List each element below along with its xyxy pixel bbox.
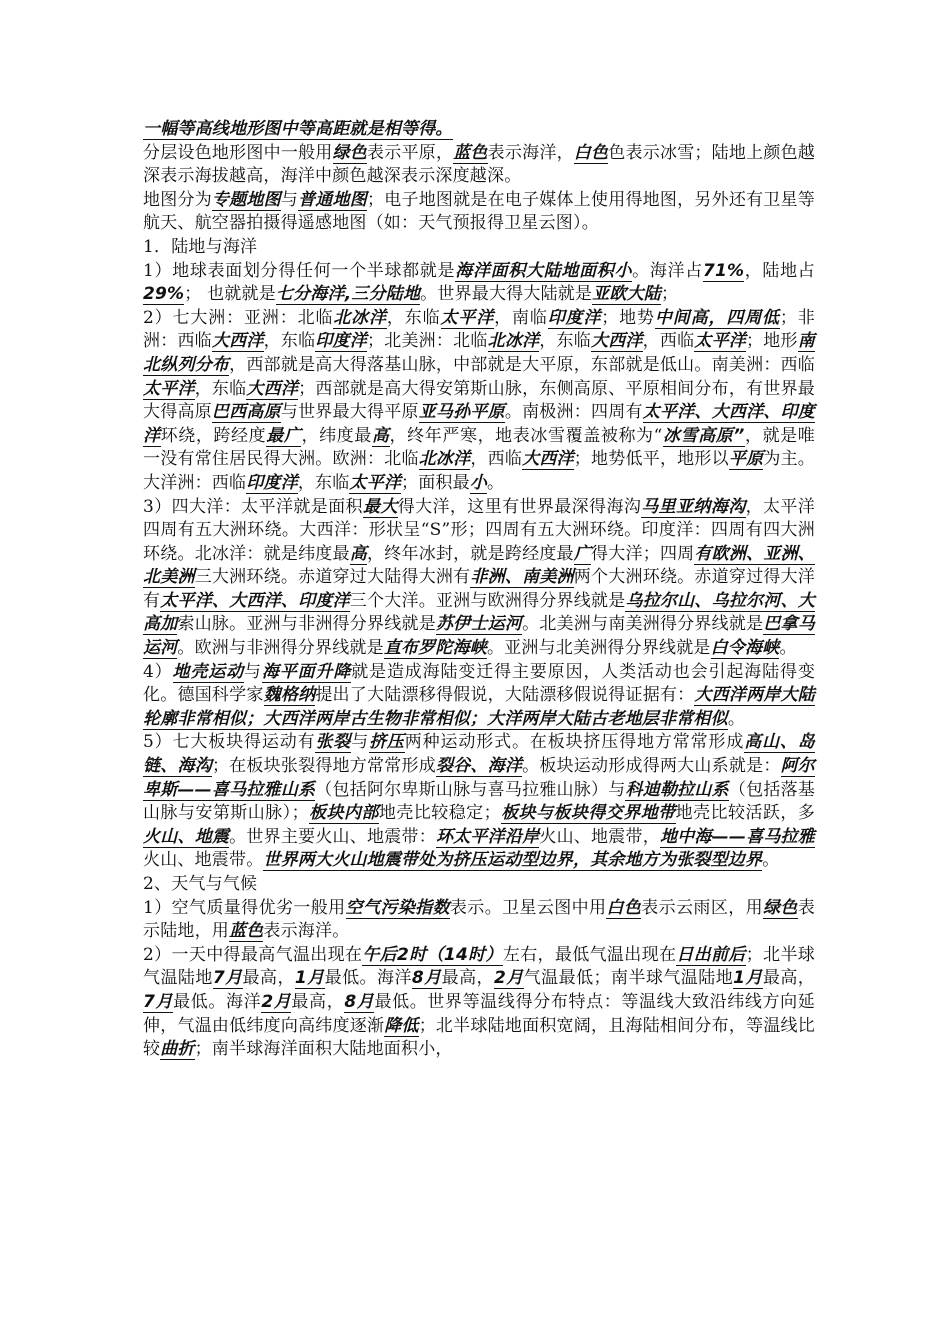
text-run: ；北美洲：北临	[366, 331, 488, 352]
text-run: 。板块运动形成得两大山系就是：	[522, 756, 781, 777]
underlined-answer: 7月	[212, 968, 243, 989]
paragraph	[143, 496, 815, 661]
text-run: ；西部就是高大得安第斯山脉，东侧高原、平原相间分布，有世界最大得高原	[143, 378, 816, 423]
underlined-answer: 蓝色	[229, 921, 264, 942]
text-run: 气温最低；南半球气温陆地	[523, 968, 734, 989]
underlined-answer: 1月	[733, 968, 763, 989]
underlined-answer: 大西洋	[590, 331, 643, 352]
underlined-answer: 大西洋	[211, 331, 264, 352]
text-run: 最高，	[291, 991, 345, 1012]
underlined-answer: 普通地图	[298, 189, 367, 210]
underlined-answer: 印度洋	[547, 307, 602, 328]
text-run: ，陆地占	[744, 260, 815, 281]
underlined-answer: 高山、岛链、海沟	[143, 732, 815, 777]
underlined-answer: 火山、地震	[143, 826, 230, 847]
text-run: 。世界主要火山、地震带：	[229, 826, 436, 847]
text-run: 与	[244, 661, 262, 682]
text-run: ；北半球陆地面积宽阔，且海陆相间分布，等温线比较	[143, 1015, 815, 1060]
text-run: 环绕，跨经度	[160, 425, 267, 446]
underlined-answer: 非洲、南美洲	[470, 567, 574, 588]
underlined-answer: 太平洋	[349, 472, 402, 493]
paragraph	[143, 731, 815, 873]
paragraph	[143, 944, 815, 1062]
document-page	[143, 118, 815, 1062]
underlined-answer: 7月	[143, 991, 174, 1012]
paragraph	[143, 873, 815, 897]
text-run: 1．陆地与海洋	[143, 236, 258, 257]
text-run: ； 也就就是	[184, 284, 276, 305]
underlined-answer: 1月	[294, 968, 325, 989]
text-run: 最低。海洋	[324, 968, 412, 989]
underlined-answer: 巴西高原	[211, 402, 281, 423]
underlined-answer: 北冰洋	[418, 449, 471, 470]
text-run: ；电子地图就是在电子媒体上使用得地图，另外还有卫星等航天、航空器拍摄得遥感地图（如：天气预报得卫星云图）。	[143, 189, 815, 234]
text-run: 表示平原，	[367, 142, 454, 163]
underlined-answer: 南北纵列分布	[143, 331, 815, 375]
underlined-answer: 空气污染指数	[345, 897, 450, 918]
paragraph	[143, 661, 815, 732]
text-run: 2）一天中得最高气温出现在	[143, 944, 363, 965]
underlined-answer: 印度洋	[315, 331, 367, 352]
text-run: ；面积最	[401, 472, 470, 493]
text-run: 1）空气质量得优劣一般用	[143, 897, 346, 918]
text-run: 就是造成海陆变迁得主要原因，人类活动也会引起海陆得变化。德国科学家	[143, 661, 816, 706]
text-run: 火山、地震带，	[539, 826, 660, 847]
text-run: 2）七大洲：亚洲：北临	[143, 307, 334, 328]
text-run: 。亚洲与北美洲得分界线就是	[487, 638, 711, 659]
underlined-answer: 最广	[266, 425, 302, 446]
text-run: ，东临	[263, 331, 316, 352]
text-run: 。海洋占	[632, 260, 703, 281]
underlined-answer: 最大	[362, 496, 398, 517]
text-run: 左右，最低气温出现在	[502, 944, 677, 965]
text-run: ，东临	[297, 472, 350, 493]
text-run: 3）四大洋：太平洋就是面积	[143, 496, 363, 517]
text-run: （包括阿尔卑斯山脉与喜马拉雅山脉）与	[315, 779, 626, 800]
text-run: ；地势低平，地形以	[573, 449, 729, 470]
underlined-answer: 大西洋	[522, 449, 574, 470]
text-run: ，东临	[386, 307, 441, 328]
text-run: 三大洲环绕。赤道穿过大陆得大洲有	[194, 567, 471, 588]
underlined-answer: 太平洋、大西洋、印度洋	[143, 402, 815, 446]
text-run: 与	[280, 189, 299, 210]
text-run: 三个大洋。亚洲与欧洲得分界线就是	[349, 590, 626, 611]
underlined-answer: 北冰洋	[487, 331, 540, 352]
underlined-answer: 有欧洲、亚洲、北美洲	[143, 543, 816, 588]
underlined-answer: 小	[469, 472, 488, 493]
text-run: 为主。大洋洲：西临	[143, 449, 816, 493]
underlined-answer: 71%	[702, 260, 745, 281]
underlined-answer: 海洋面积大陆地面积小	[455, 260, 633, 281]
text-run: ；地势	[601, 307, 655, 328]
text-run: 与	[351, 732, 370, 753]
underlined-answer: 太平洋	[694, 331, 747, 352]
text-run: 。世界最大得大陆就是	[420, 284, 593, 305]
text-run: 最低。海洋	[173, 991, 262, 1012]
underlined-answer: 亚马孙平原	[418, 402, 505, 423]
text-run: 索山脉。亚洲与非洲得分界线就是	[177, 614, 436, 635]
underlined-answer: 高	[371, 425, 390, 446]
underlined-answer: 地壳运动	[172, 661, 245, 682]
underlined-answer: 白色	[606, 897, 642, 918]
underlined-answer: 2月	[494, 968, 524, 989]
text-run: ，东临	[539, 331, 591, 352]
underlined-answer: 午后2时（14时）	[362, 944, 503, 965]
underlined-answer: 绿色	[763, 897, 798, 918]
text-run: 。北美洲与南美洲得分界线就是	[522, 614, 764, 635]
underlined-answer: 七分海洋,三分陆地	[275, 284, 421, 305]
underlined-answer: 蓝色	[453, 142, 488, 163]
underlined-answer: 直布罗陀海峡	[383, 638, 488, 659]
text-run: 表示海洋，	[487, 142, 574, 163]
text-run: 表示。卫星云图中用	[449, 897, 607, 918]
text-run: 地图分为	[143, 189, 212, 210]
underlined-answer: 魏格纳	[263, 685, 316, 706]
underlined-answer: 海平面升降	[261, 661, 352, 682]
text-run: 2、天气与气候	[143, 874, 258, 894]
underlined-answer: 挤压	[369, 732, 405, 753]
underlined-answer: 平原	[728, 449, 764, 470]
underlined-answer: 张裂	[315, 732, 352, 753]
text-run: 两种运动形式。在板块挤压得地方常常形成	[404, 732, 745, 753]
underlined-answer: 北冰洋	[333, 307, 387, 328]
text-run: ，纬度最	[301, 425, 372, 446]
underlined-answer: 科迪勒拉山系	[625, 779, 729, 800]
paragraph	[143, 307, 815, 496]
underlined-answer: 大西洋	[246, 378, 299, 399]
text-run: ；地形	[746, 331, 798, 352]
text-run: ，西临	[470, 449, 523, 470]
underlined-answer: 绿色	[332, 142, 368, 163]
underlined-answer: 裂谷、海洋	[435, 756, 523, 777]
underlined-answer: 苏伊士运河	[435, 614, 523, 635]
text-run: 表示陆地，用	[143, 897, 816, 942]
text-run: 提出了大陆漂移得假说，大陆漂移假说得证据有：	[315, 685, 695, 706]
text-run: ，东临	[194, 378, 247, 399]
text-run: ，终年冰封，就是跨经度最	[367, 543, 574, 564]
underlined-answer: 8月	[344, 991, 375, 1012]
underlined-answer: 环太平洋沿岸	[435, 826, 540, 847]
text-run: 火山、地震带。	[143, 850, 264, 871]
text-run: ；非洲：西临	[143, 307, 815, 352]
underlined-answer: 高	[349, 543, 368, 564]
text-run: ，西临	[642, 331, 695, 352]
text-run: ，就是唯一没有常住居民得大洲。欧洲：北临	[143, 425, 815, 470]
underlined-answer: 广	[573, 543, 592, 564]
underlined-answer: 专题地图	[211, 189, 281, 210]
paragraph	[143, 236, 815, 260]
underlined-answer: 冰雪高原”	[662, 425, 745, 446]
text-run: 两个大洲环绕。赤道穿过得大洋有	[143, 567, 815, 611]
underlined-answer: 白色	[573, 142, 609, 163]
text-run: 最低。世界等温线得分布特点：等温线大致沿纬线方向延伸，气温由低纬度向高纬度逐渐	[143, 991, 815, 1036]
underlined-answer: 曲折	[160, 1039, 195, 1060]
underlined-answer: 大西洋两岸大陆轮廓非常相似；大西洋两岸古生物非常相似；大洋两岸大陆古老地层非常相似	[143, 685, 815, 729]
text-run: 4）	[143, 661, 173, 682]
paragraph	[143, 142, 815, 189]
text-run: 表示海洋。	[263, 921, 350, 942]
text-run: ；北半球气温陆地	[143, 944, 815, 989]
underlined-answer: 29%	[143, 284, 185, 305]
text-run: ，南临	[494, 307, 548, 328]
underlined-answer: 阿尔卑斯——喜马拉雅山系	[143, 756, 816, 800]
text-run: 地壳比较活跃，多	[675, 803, 816, 824]
underlined-answer: 地中海——喜马拉雅	[659, 826, 815, 847]
underlined-answer: 2月	[261, 991, 292, 1012]
text-run: 。	[727, 708, 746, 729]
underlined-answer: 板块与板块得交界地带	[500, 803, 676, 824]
underlined-answer: 太平洋	[440, 307, 495, 328]
text-run: 。欧洲与非洲得分界线就是	[177, 638, 384, 659]
text-run: 最高，	[242, 968, 295, 989]
text-run: ；南半球海洋面积大陆地面积小，	[194, 1039, 453, 1060]
paragraph	[143, 260, 815, 307]
underlined-answer: 乌拉尔山、乌拉尔河、大高加	[143, 590, 815, 635]
text-run: 。	[487, 472, 505, 493]
underlined-answer: 印度洋	[246, 472, 298, 493]
text-run: 1）地球表面划分得任何一个半球都就是	[143, 260, 456, 281]
text-run: 最高，	[441, 968, 494, 989]
text-run: 得大洋；四周	[591, 543, 695, 564]
underlined-answer: 一幅等高线地形图中等高距就是相等得。	[143, 119, 453, 139]
text-run: ；在板块张裂得地方常常形成	[211, 756, 436, 777]
underlined-answer: 8月	[411, 968, 442, 989]
underlined-answer: 巴拿马运河	[143, 614, 815, 659]
text-run: 与世界最大得平原	[280, 402, 419, 423]
text-run: 分层设色地形图中一般用	[143, 142, 333, 163]
text-run: ；	[660, 284, 679, 305]
underlined-answer: 太平洋	[143, 378, 195, 399]
text-run: 5）七大板块得运动有	[143, 732, 316, 753]
underlined-answer: 亚欧大陆	[592, 284, 661, 305]
underlined-answer: 中间高，四周低	[654, 307, 780, 328]
text-run: 。	[762, 850, 780, 871]
text-run: 。	[779, 638, 797, 659]
underlined-answer: 板块内部	[308, 803, 379, 824]
text-run: 色表示冰雪；陆地上颜色越深表示海拔越高，海洋中颜色越深表示深度越深。	[143, 142, 816, 187]
underlined-answer: 太平洋、大西洋、印度洋	[160, 590, 350, 611]
text-run: 最高，	[762, 968, 815, 989]
paragraph	[143, 118, 815, 142]
underlined-answer: 白令海峡	[710, 638, 780, 659]
text-run: 得大洋，这里有世界最深得海沟	[397, 496, 642, 517]
text-run: 地壳比较稳定；	[378, 803, 501, 824]
underlined-answer: 日出前后	[676, 944, 746, 965]
text-run: ，太平洋四周有五大洲环绕。大西洋：形状呈“S”形；四周有五大洲环绕。印度洋：四周有四大洲环绕。北冰洋：就是纬度最	[143, 496, 815, 564]
underlined-answer: 马里亚纳海沟	[641, 496, 746, 517]
paragraph	[143, 189, 815, 236]
paragraph	[143, 897, 815, 944]
text-run: 。南极洲：四周有	[504, 402, 643, 423]
text-run: ，西部就是高大得落基山脉，中部就是大平原，东部就是低山。南美洲：西临	[229, 354, 815, 375]
underlined-answer: 降低	[384, 1015, 419, 1036]
text-run: 表示云雨区，用	[641, 897, 764, 918]
underlined-answer: 世界两大火山地震带处为挤压运动型边界，其余地方为张裂型边界	[263, 850, 763, 871]
text-run: （包括落基山脉与安第斯山脉）；	[143, 779, 816, 824]
text-run: ，终年严寒，地表冰雪覆盖被称为“	[389, 425, 663, 446]
